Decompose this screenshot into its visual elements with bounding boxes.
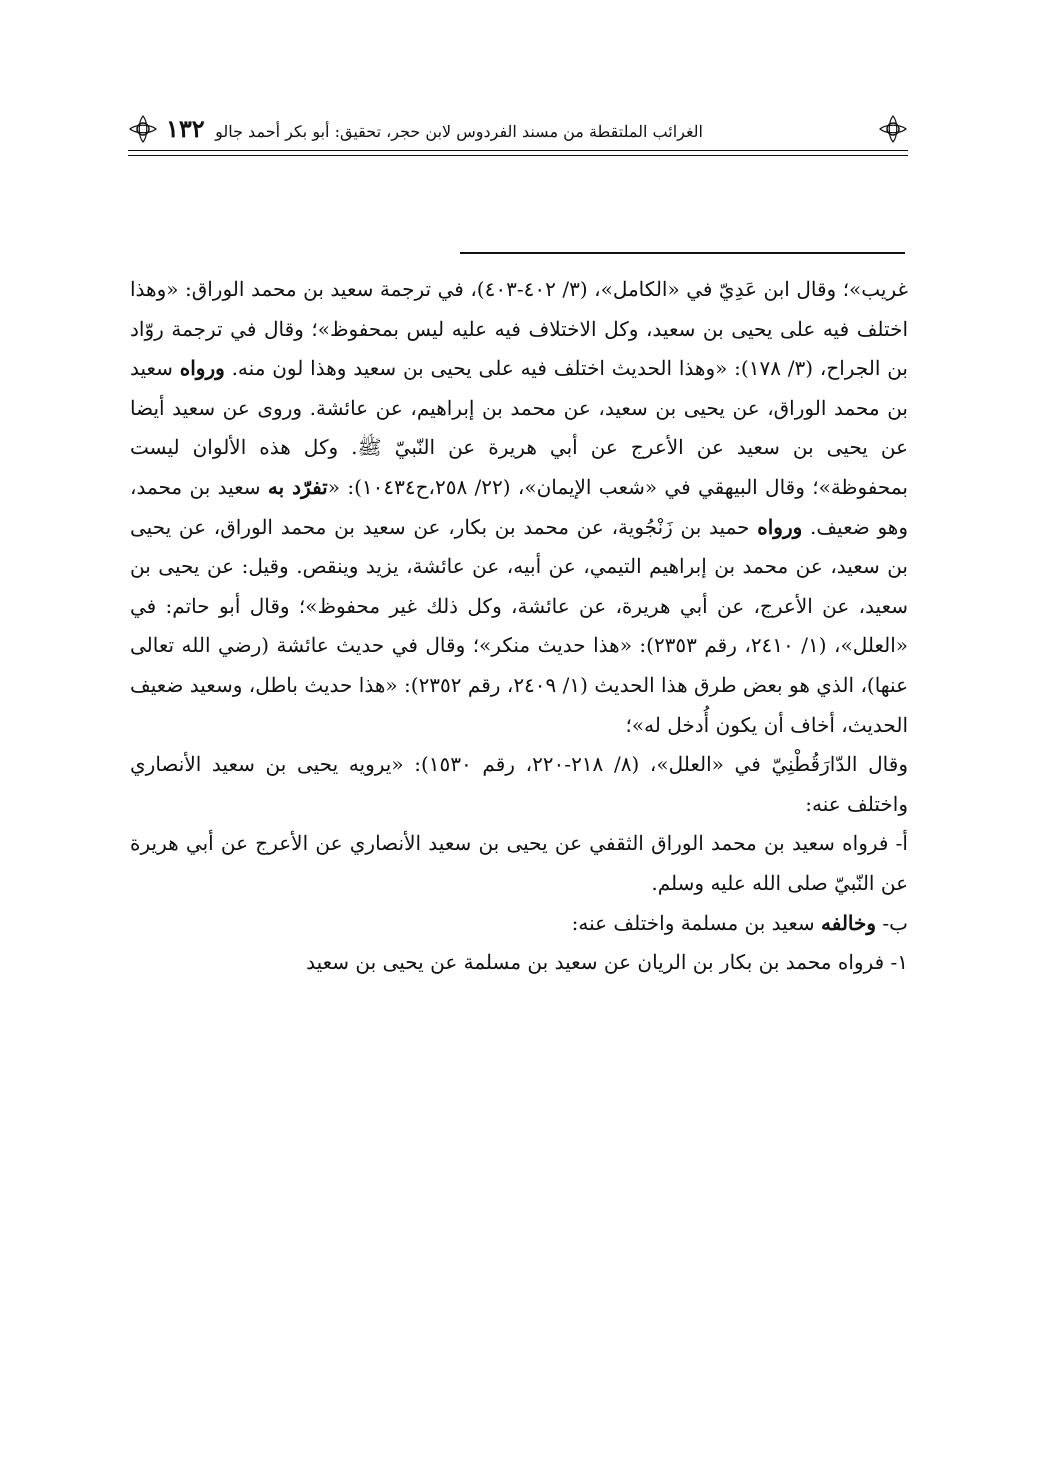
text-segment: أ- فرواه سعيد بن محمد الوراق الثقفي عن يحيى بن سعيد الأنصاري عن الأعرج عن أبي هريرة عن النّبيّ صلى الله عليه وسلم.	[130, 831, 908, 895]
text-segment: غريب»؛ وقال ابن عَدِيّ في «الكامل»، (٣/ ٤٠٢-٤٠٣)، في ترجمة سعيد بن محمد الوراق: «وهذا اختلف فيه على يحيى بن سعيد، وكل الاختلاف فيه عليه ليس بمحفوظ»؛ وقال في ترجمة روّاد بن الجراح، (٣/ ١٧٨): «وهذا الحديث اختلف فيه على يحيى بن سعيد وهذا لون منه.	[130, 277, 908, 381]
running-header	[128, 114, 908, 150]
text-segment: ب-	[876, 910, 908, 935]
text-segment: وقال الدّارَقُطْنِيّ في «العلل»، (٨/ ٢١٨-٢٢٠، رقم ١٥٣٠): «يرويه يحيى بن سعيد الأنصاري واختلف عنه:	[130, 752, 908, 816]
header-title: الغرائب الملتقطة من مسند الفردوس لابن حجر، تحقيق: أبو بكر أحمد جالو	[215, 122, 703, 141]
paragraph	[130, 745, 908, 824]
paragraph	[130, 824, 908, 903]
page-number: ١٣٢	[166, 114, 205, 143]
header-divider	[128, 150, 908, 156]
emphasis: تفرّد به	[267, 474, 328, 499]
paragraph	[130, 904, 908, 944]
text-segment: حميد بن زَنْجُوية، عن محمد بن بكار، عن سعيد بن محمد الوراق، عن يحيى بن سعيد، عن محمد بن إبراهيم التيمي، عن أبيه، عن عائشة، يزيد وينقص. وقيل: عن يحيى بن سعيد، عن الأعرج، عن أبي هريرة، عن عائشة، وكل ذلك غير محفوظ»؛ وقال أبو حاتم: في «العلل»، (١/ ٢٤١٠، رقم ٢٣٥٣): «هذا حديث منكر»؛ وقال في حديث عائشة (رضي الله تعالى عنها)، الذي هو بعض طرق هذا الحديث (١/ ٢٤٠٩، رقم ٢٣٥٢): «هذا حديث باطل، وسعيد ضعيف الحديث، أخاف أن يكون أُدخل له»؛	[130, 514, 908, 737]
left-ornament-icon	[128, 114, 158, 144]
text-segment: ١- فرواه محمد بن بكار بن الريان عن سعيد بن مسلمة عن يحيى بن سعيد	[306, 950, 908, 975]
text-segment: سعيد بن محمد الوراق، عن يحيى بن سعيد، عن محمد بن إبراهيم، عن عائشة. وروى عن سعيد أيضا عن يحيى بن سعيد عن الأعرج عن أبي هريرة عن النّبيّ ﷺ. وكل هذه الألوان ليست بمحفوظة»؛ وقال البيهقي في «شعب الإيمان»، (٢٢/ ٢٥٨،ح١٠٤٣٤): «	[130, 356, 909, 499]
footnote-text	[130, 270, 908, 983]
emphasis: ورواه	[757, 514, 803, 539]
emphasis: وخالفه	[820, 910, 877, 935]
paragraph	[130, 270, 908, 745]
text-segment: سعيد بن مسلمة واختلف عنه:	[571, 910, 821, 935]
footnote-separator	[460, 252, 905, 254]
text-segment: سعيد بن محمد، وهو ضعيف.	[130, 474, 908, 539]
emphasis: ورواه	[179, 356, 225, 381]
paragraph	[130, 943, 908, 983]
right-ornament-icon	[878, 114, 908, 144]
